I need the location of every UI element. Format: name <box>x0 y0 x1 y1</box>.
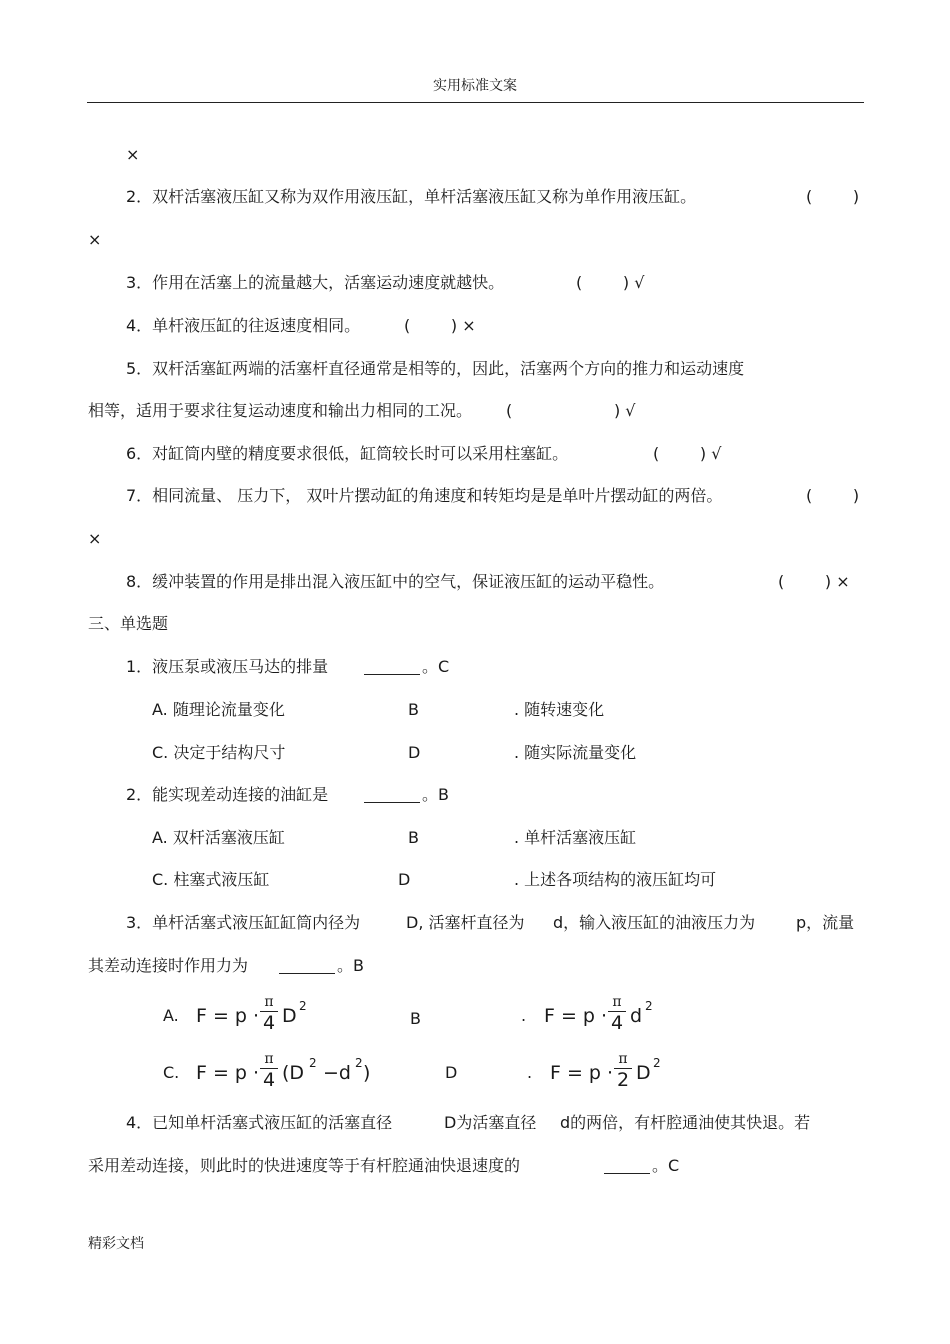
answer-blank <box>364 660 420 675</box>
formula-expr: −d <box>323 1062 351 1084</box>
formula-fraction <box>614 1051 632 1090</box>
question-line-cont: 相等，适用于要求往复运动速度和输出力相同的工况。 <box>88 401 473 420</box>
answer-paren: ( ) × <box>404 316 476 335</box>
formula-lhs: F = p · <box>544 1005 608 1027</box>
answer-mark: × <box>126 145 140 164</box>
answer-mark: × <box>88 230 102 249</box>
question-line: 4．单杆液压缸的往返速度相同。 <box>126 316 361 335</box>
option-d-label: D <box>445 1063 458 1082</box>
answer-blank <box>279 959 335 974</box>
option-a: A. 双杆活塞液压缸 <box>152 828 285 847</box>
answer-paren: ( ) √ <box>506 401 636 420</box>
formula-lhs: F = p · <box>550 1062 614 1084</box>
fraction-denominator: 4 <box>262 1012 276 1034</box>
question-stem-cont: 采用差动连接，则此时的快进速度等于有杆腔通油快退速度的 <box>88 1156 521 1175</box>
question-line: 8．缓冲装置的作用是排出混入液压缸中的空气，保证液压缸的运动平稳性。 <box>126 572 665 591</box>
option-b-text: . 随转速变化 <box>514 700 605 719</box>
formula-lhs: F = p · <box>196 1005 260 1027</box>
question-line: 3．作用在活塞上的流量越大，活塞运动速度就越快。 <box>126 273 505 292</box>
answer-paren: ( ) √ <box>576 273 645 292</box>
formula-expr: (D <box>282 1062 305 1084</box>
formula-exponent: 2 <box>645 999 653 1013</box>
question-stem: d的两倍，有杆腔通油使其快退。若 <box>560 1113 811 1132</box>
option-b-text: . 单杆活塞液压缸 <box>514 828 637 847</box>
option-b-dot: . <box>521 1006 527 1025</box>
option-d-dot: . <box>527 1063 533 1082</box>
formula-fraction <box>608 994 626 1033</box>
option-a: A. 随理论流量变化 <box>152 700 285 719</box>
formula-exponent: 2 <box>309 1056 317 1070</box>
question-stem: p，流量 <box>796 913 855 932</box>
fraction-denominator: 4 <box>262 1069 276 1091</box>
formula-var: d <box>630 1005 643 1027</box>
option-b-label: B <box>408 700 419 719</box>
formula-var: D <box>282 1005 297 1027</box>
option-c: C. 柱塞式液压缸 <box>152 870 270 889</box>
fraction-numerator: π <box>612 994 622 1010</box>
option-c-label: C. <box>163 1063 180 1082</box>
section-heading: 三、单选题 <box>88 614 169 633</box>
question-line: 7．相同流量、 压力下， 双叶片摆动缸的角速度和转矩均是是单叶片摆动缸的两倍。 <box>126 486 723 505</box>
formula-fraction <box>260 1051 278 1090</box>
question-stem: 3．单杆活塞式液压缸缸筒内径为 <box>126 913 361 932</box>
header-rule <box>87 102 864 103</box>
answer-paren: ( ) × <box>778 572 850 591</box>
formula-exponent: 2 <box>299 999 307 1013</box>
question-line: 6．对缸筒内壁的精度要求很低，缸筒较长时可以采用柱塞缸。 <box>126 444 569 463</box>
question-stem: 1．液压泵或液压马达的排量 <box>126 657 329 676</box>
question-stem: D为活塞直径 <box>444 1113 537 1132</box>
page-footer: 精彩文档 <box>88 1236 144 1252</box>
question-answer: 。B <box>337 956 364 975</box>
formula-lhs: F = p · <box>196 1062 260 1084</box>
fraction-numerator: π <box>264 994 274 1010</box>
fraction-numerator: π <box>618 1051 628 1067</box>
answer-paren: ( ) <box>806 187 860 206</box>
fraction-denominator: 2 <box>616 1069 630 1091</box>
option-b-label: B <box>410 1009 421 1028</box>
question-stem: 4．已知单杆活塞式液压缸的活塞直径 <box>126 1113 393 1132</box>
formula-expr: ) <box>363 1062 371 1084</box>
page-header: 实用标准文案 <box>433 78 517 94</box>
question-answer: 。B <box>422 785 449 804</box>
answer-paren: ( ) √ <box>653 444 722 463</box>
question-stem: 2．能实现差动连接的油缸是 <box>126 785 329 804</box>
fraction-numerator: π <box>264 1051 274 1067</box>
option-d-text: . 随实际流量变化 <box>514 743 637 762</box>
option-d-label: D <box>408 743 421 762</box>
option-b-label: B <box>408 828 419 847</box>
question-answer: 。C <box>652 1156 680 1175</box>
question-line: 2．双杆活塞液压缸又称为双作用液压缸，单杆活塞液压缸又称为单作用液压缸。 <box>126 187 697 206</box>
answer-mark: × <box>88 529 102 548</box>
option-c: C. 决定于结构尺寸 <box>152 743 286 762</box>
formula-fraction <box>260 994 278 1033</box>
answer-paren: ( ) <box>806 486 860 505</box>
option-a-label: A. <box>163 1006 179 1025</box>
option-d-label: D <box>398 870 411 889</box>
question-stem: d，输入液压缸的油液压力为 <box>553 913 756 932</box>
answer-blank <box>604 1159 650 1174</box>
formula-exponent: 2 <box>653 1056 661 1070</box>
option-d-text: . 上述各项结构的液压缸均可 <box>514 870 717 889</box>
question-stem: D, 活塞杆直径为 <box>406 913 525 932</box>
formula-exponent: 2 <box>355 1056 363 1070</box>
question-answer: 。C <box>422 657 450 676</box>
question-stem-cont: 其差动连接时作用力为 <box>88 956 249 975</box>
question-line: 5．双杆活塞缸两端的活塞杆直径通常是相等的，因此，活塞两个方向的推力和运动速度 <box>126 359 745 378</box>
fraction-denominator: 4 <box>610 1012 624 1034</box>
formula-var: D <box>636 1062 651 1084</box>
answer-blank <box>364 788 420 803</box>
